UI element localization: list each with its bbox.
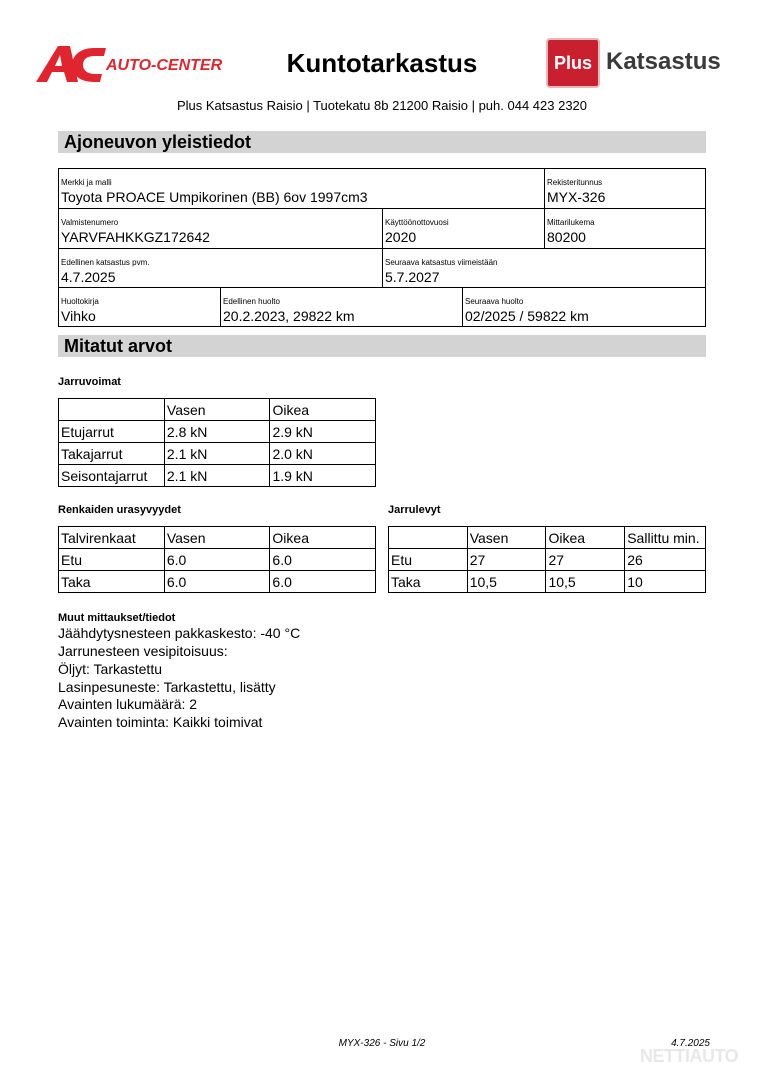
table-header-cell: Oikea xyxy=(270,399,376,421)
tires-table xyxy=(58,526,376,593)
next-inspection-value: 5.7.2027 xyxy=(385,269,440,285)
table-row xyxy=(389,571,706,593)
make-model-cell xyxy=(58,168,545,209)
vin-cell xyxy=(58,208,383,249)
table-cell: Takajarrut xyxy=(59,443,165,465)
table-row xyxy=(59,443,376,465)
table-header-cell: Vasen xyxy=(467,527,546,549)
plus-badge: Plus xyxy=(546,38,600,88)
table-row xyxy=(59,421,376,443)
katsastus-logo-text: Katsastus xyxy=(606,48,721,75)
table-header-cell xyxy=(59,399,165,421)
auto-center-logo xyxy=(36,44,226,88)
table-cell: 6.0 xyxy=(164,549,270,571)
registration-cell xyxy=(544,168,706,209)
table-cell: 6.0 xyxy=(164,571,270,593)
brakes-title: Jarruvoimat xyxy=(58,376,121,388)
next-inspection-label: Seuraava katsastus viimeistään xyxy=(385,258,498,267)
table-cell: 27 xyxy=(546,549,625,571)
prev-service-cell xyxy=(220,287,463,327)
first-use-label: Käyttöönottovuosi xyxy=(385,218,449,227)
vin-value: YARVFAHKKGZ172642 xyxy=(61,229,210,245)
next-service-label: Seuraava huolto xyxy=(465,297,524,306)
brakes-table xyxy=(58,398,376,487)
table-row xyxy=(389,549,706,571)
table-cell: 2.1 kN xyxy=(164,465,270,487)
nettiauto-watermark: NETTIAUTO xyxy=(640,1046,739,1066)
table-cell: 10 xyxy=(625,571,706,593)
table-cell: 27 xyxy=(467,549,546,571)
prev-inspection-label: Edellinen katsastus pvm. xyxy=(61,258,150,267)
prev-service-value: 20.2.2023, 29822 km xyxy=(223,308,355,324)
table-header-cell: Oikea xyxy=(546,527,625,549)
other-line: Avainten toiminta: Kaikki toimivat xyxy=(58,714,263,730)
next-service-value: 02/2025 / 59822 km xyxy=(465,308,589,324)
registration-value: MYX-326 xyxy=(547,189,606,205)
table-cell: 6.0 xyxy=(270,571,376,593)
table-header-row xyxy=(59,527,376,549)
plus-katsastus-logo xyxy=(546,36,730,90)
registration-label: Rekisteritunnus xyxy=(547,178,603,187)
table-cell: 10,5 xyxy=(546,571,625,593)
table-header-cell: Vasen xyxy=(164,399,270,421)
make-model-value: Toyota PROACE Umpikorinen (BB) 6ov 1997cm3 xyxy=(61,189,368,205)
vin-label: Valmistenumero xyxy=(61,218,119,227)
table-header-cell: Vasen xyxy=(164,527,270,549)
discs-table xyxy=(388,526,706,593)
contact-line: Plus Katsastus Raisio | Tuotekatu 8b 21200 Raisio | puh. 044 423 2320 xyxy=(176,98,588,113)
table-row xyxy=(59,549,376,571)
table-cell: Taka xyxy=(59,571,165,593)
other-line: Lasinpesuneste: Tarkastettu, lisätty xyxy=(58,679,276,695)
first-use-value: 2020 xyxy=(385,229,417,245)
table-header-cell xyxy=(389,527,468,549)
first-use-cell xyxy=(382,208,545,249)
discs-title: Jarrulevyt xyxy=(388,504,441,516)
table-row xyxy=(59,465,376,487)
page-title: Kuntotarkastus xyxy=(286,48,478,78)
table-cell: 6.0 xyxy=(270,549,376,571)
tires-title: Renkaiden urasyvyydet xyxy=(58,504,181,516)
other-line: Jäähdytysnesteen pakkaskesto: -40 °C xyxy=(58,625,301,641)
table-cell: 2.0 kN xyxy=(270,443,376,465)
table-row xyxy=(59,571,376,593)
table-header-cell: Talvirenkaat xyxy=(59,527,165,549)
prev-service-label: Edellinen huolto xyxy=(223,297,280,306)
auto-center-logo-text: AUTO-CENTER xyxy=(106,57,223,74)
service-book-label: Huoltokirja xyxy=(61,297,99,306)
odometer-value: 80200 xyxy=(547,229,586,245)
service-book-cell xyxy=(58,287,221,327)
table-cell: Etu xyxy=(389,549,468,571)
table-header-row xyxy=(59,399,376,421)
table-cell: 2.1 kN xyxy=(164,443,270,465)
table-cell: 2.9 kN xyxy=(270,421,376,443)
make-model-label: Merkki ja malli xyxy=(61,178,112,187)
table-cell: Seisontajarrut xyxy=(59,465,165,487)
table-cell: Etujarrut xyxy=(59,421,165,443)
table-header-cell: Sallittu min. xyxy=(625,527,706,549)
next-service-cell xyxy=(462,287,706,327)
odometer-label: Mittarilukema xyxy=(547,218,595,227)
section-heading-vehicle: Ajoneuvon yleistiedot xyxy=(58,131,706,153)
table-cell: 10,5 xyxy=(467,571,546,593)
service-book-value: Vihko xyxy=(61,308,96,324)
other-measurements-title: Muut mittaukset/tiedot xyxy=(58,612,176,624)
prev-inspection-value: 4.7.2025 xyxy=(61,269,116,285)
table-header-row xyxy=(389,527,706,549)
table-cell: Etu xyxy=(59,549,165,571)
other-line: Jarrunesteen vesipitoisuus: xyxy=(58,643,228,659)
page-footer: MYX-326 - Sivu 1/2 xyxy=(338,1038,426,1049)
table-header-cell: Oikea xyxy=(270,527,376,549)
table-cell: 26 xyxy=(625,549,706,571)
section-heading-measured: Mitatut arvot xyxy=(58,335,706,357)
table-cell: Taka xyxy=(389,571,468,593)
table-cell: 2.8 kN xyxy=(164,421,270,443)
table-cell: 1.9 kN xyxy=(270,465,376,487)
other-line: Öljyt: Tarkastettu xyxy=(58,661,163,677)
odometer-cell xyxy=(544,208,706,249)
prev-inspection-cell xyxy=(58,248,383,288)
footer-date: 4.7.2025 xyxy=(671,1038,710,1049)
other-line: Avainten lukumäärä: 2 xyxy=(58,696,198,712)
next-inspection-cell xyxy=(382,248,706,288)
